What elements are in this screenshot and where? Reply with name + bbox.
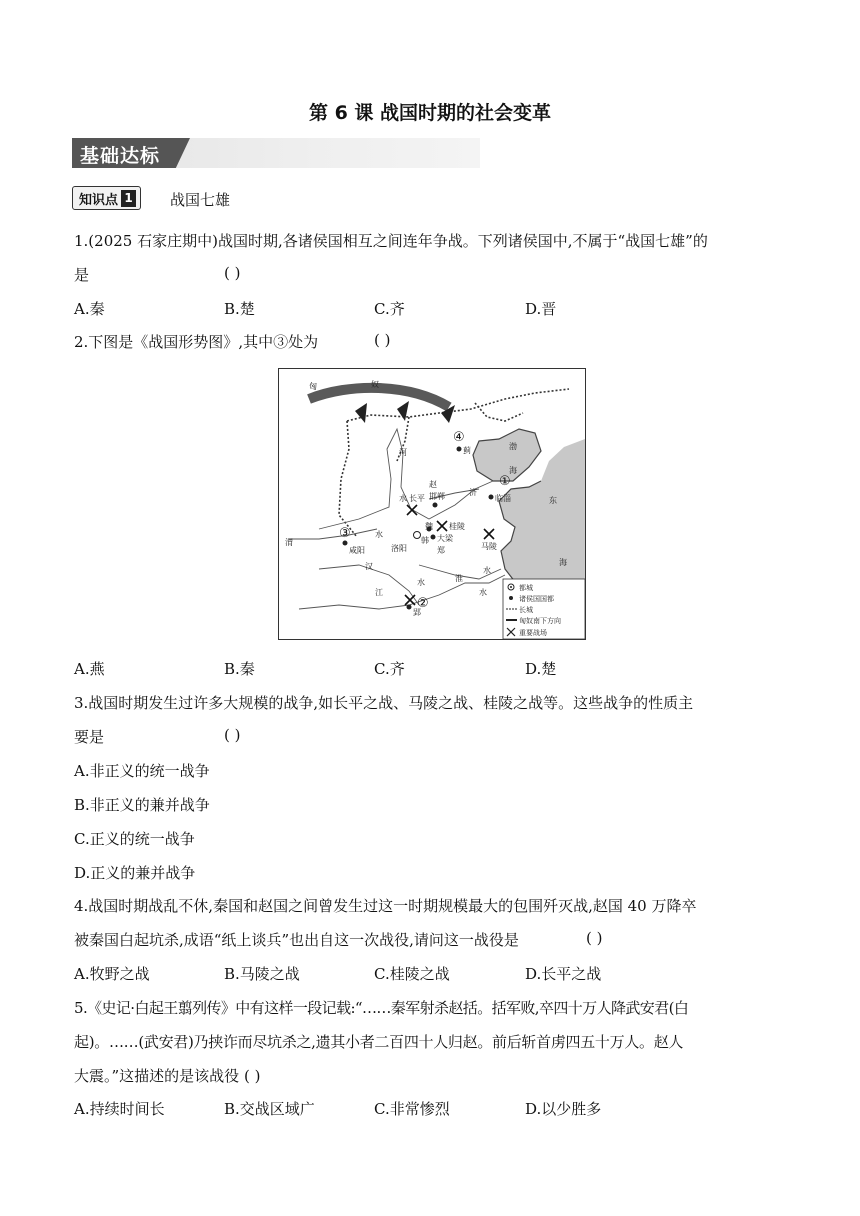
question-5-option-b: B.交战区域广 xyxy=(224,1100,315,1118)
wei-river xyxy=(289,529,377,539)
map-label-luoyang: 洛阳 xyxy=(391,544,407,553)
legend-state-capital: 诸侯国国都 xyxy=(519,595,554,603)
question-3-option-a: A.非正义的统一战争 xyxy=(74,762,210,780)
map-label-daliang: 大梁 xyxy=(437,534,453,543)
yangtze-river xyxy=(299,575,505,609)
xiongnu-arrows xyxy=(309,388,449,407)
question-4-answer-blank: ( ) xyxy=(586,929,603,947)
map-label-shui-5: 水 xyxy=(479,588,487,597)
question-2-option-d: D.楚 xyxy=(525,660,557,678)
knowledge-point-badge xyxy=(72,186,141,210)
question-1-stem-line-2 xyxy=(74,264,241,285)
question-5-option-a: A.持续时间长 xyxy=(74,1100,165,1118)
map-label-shui-1: 水 xyxy=(399,494,407,503)
map-label-jiang: 江 xyxy=(375,588,383,597)
question-5-option-d: D.以少胜多 xyxy=(525,1100,602,1118)
question-2-option-b: B.秦 xyxy=(224,660,255,678)
map-label-changping: 长平 xyxy=(409,494,425,503)
question-3-stem-line-2 xyxy=(74,726,241,747)
question-3-answer-blank: ( ) xyxy=(224,726,241,744)
section-banner-label: 基础达标 xyxy=(80,145,161,167)
question-4-stem-end: 被秦国白起坑杀,成语“纸上谈兵”也出自这一次战役,请问这一战役是 xyxy=(74,931,519,949)
question-5-option-c: C.非常惨烈 xyxy=(374,1100,450,1118)
great-wall-west xyxy=(339,421,357,537)
xiongnu-arrow-head-1 xyxy=(355,403,367,423)
question-4-option-d: D.长平之战 xyxy=(525,965,602,983)
map-label-bo: 渤 xyxy=(509,442,517,451)
map-label-xiongnu-2: 奴 xyxy=(371,380,379,389)
han-river xyxy=(319,565,419,605)
question-1-option-b: B.楚 xyxy=(224,300,255,318)
knowledge-point-badge-label: 知识点 xyxy=(79,192,119,208)
question-3-option-c: C.正义的统一战争 xyxy=(74,830,195,848)
map-label-zheng: 郑 xyxy=(437,546,445,555)
map-label-linzi: 临淄 xyxy=(495,494,511,503)
question-4-stem-line-2 xyxy=(74,929,603,950)
xiongnu-arrow-head-2 xyxy=(397,401,409,421)
map-label-guiling: 桂陵 xyxy=(449,522,465,531)
question-5-stem-line-2: 起)。……(武安君)乃挟诈而尽坑杀之,遗其小者二百四十人归赵。前后斩首虏四五十万人。赵人 xyxy=(74,1033,684,1051)
map-label-wei-river: 渭 xyxy=(285,538,293,547)
question-2-stem-text: 2.下图是《战国形势图》,其中③处为 xyxy=(74,333,319,351)
question-3-stem-line-1: 3.战国时期发生过许多大规模的战争,如长平之战、马陵之战、桂陵之战等。这些战争的性质主 xyxy=(74,694,694,712)
legend-great-wall: 长城 xyxy=(519,606,533,614)
map-label-zhao: 赵 xyxy=(429,480,437,489)
legend-battlefield: 重要战场 xyxy=(519,629,547,637)
question-1-option-d: D.晋 xyxy=(525,300,557,318)
knowledge-point-badge-number: 1 xyxy=(121,190,136,207)
map-label-he: 河 xyxy=(399,448,407,457)
map-label-hai: 海 xyxy=(509,466,517,475)
map-label-ying: 郢 xyxy=(413,608,421,617)
map-label-shui-2: 水 xyxy=(375,530,383,539)
map-label-shui-4: 水 xyxy=(417,578,425,587)
question-4-option-a: A.牧野之战 xyxy=(74,965,150,983)
map-label-shui-3: 水 xyxy=(483,566,491,575)
map-label-dong: 东 xyxy=(549,496,557,505)
map-marker-3: ③ xyxy=(339,526,351,541)
question-3-stem-end: 要是 xyxy=(74,728,105,746)
question-5-stem-line-3 xyxy=(74,1065,260,1086)
warring-states-map xyxy=(278,368,586,640)
yellow-river xyxy=(319,429,493,529)
question-5-answer-blank: ( ) xyxy=(243,1067,261,1085)
great-wall-north xyxy=(347,389,569,421)
question-1-answer-blank: ( ) xyxy=(224,264,241,282)
map-marker-2: ② xyxy=(417,596,429,611)
page-title: 第 6 课 战国时期的社会变革 xyxy=(308,102,552,124)
legend-xiongnu-direction: 匈奴南下方向 xyxy=(519,617,561,625)
map-label-xiongnu-1: 匈 xyxy=(309,382,317,391)
question-3-option-b: B.非正义的兼并战争 xyxy=(74,796,210,814)
question-3-option-d: D.正义的兼并战争 xyxy=(74,864,196,882)
question-1-stem-end: 是 xyxy=(74,266,90,284)
question-4-stem-line-1: 4.战国时期战乱不休,秦国和赵国之间曾发生过这一时期规模最大的包围歼灭战,赵国 40 万降卒 xyxy=(74,897,697,915)
map-label-huai: 淮 xyxy=(455,574,463,583)
question-2-option-c: C.齐 xyxy=(374,660,405,678)
map-label-xianyang: 咸阳 xyxy=(349,546,365,555)
map-label-han: 韩 xyxy=(421,536,429,545)
map-marker-1: ① xyxy=(499,474,511,489)
map-marker-4: ④ xyxy=(453,430,465,445)
map-label-hai-2: 海 xyxy=(559,558,567,567)
question-1-option-a: A.秦 xyxy=(74,300,105,318)
question-2-option-a: A.燕 xyxy=(74,660,105,678)
question-5-stem-end: 大震。”这描述的是该战役 xyxy=(74,1067,240,1085)
question-5-stem-line-1: 5.《史记·白起王翦列传》中有这样一段记载:“……秦军射杀赵括。括军败,卒四十万人降武安君(白 xyxy=(74,999,689,1017)
question-4-option-b: B.马陵之战 xyxy=(224,965,300,983)
map-label-ji-2: 蓟 xyxy=(463,446,471,455)
legend-capital: 都城 xyxy=(519,584,533,592)
knowledge-point-title: 战国七雄 xyxy=(170,191,231,209)
map-label-handan: 邯郸 xyxy=(429,492,445,501)
map-label-wei: 魏 xyxy=(425,522,433,531)
map-label-maling: 马陵 xyxy=(481,542,497,551)
question-4-option-c: C.桂陵之战 xyxy=(374,965,450,983)
question-1-stem-line-1: 1.(2025 石家庄期中)战国时期,各诸侯国相互之间连年争战。下列诸侯国中,不属于“战国七雄”的 xyxy=(74,232,708,250)
map-label-han-river: 汉 xyxy=(365,562,373,571)
question-2-answer-blank: ( ) xyxy=(374,331,391,349)
map-label-ji: 济 xyxy=(469,488,477,497)
question-1-option-c: C.齐 xyxy=(374,300,405,318)
question-2-stem xyxy=(74,331,391,352)
